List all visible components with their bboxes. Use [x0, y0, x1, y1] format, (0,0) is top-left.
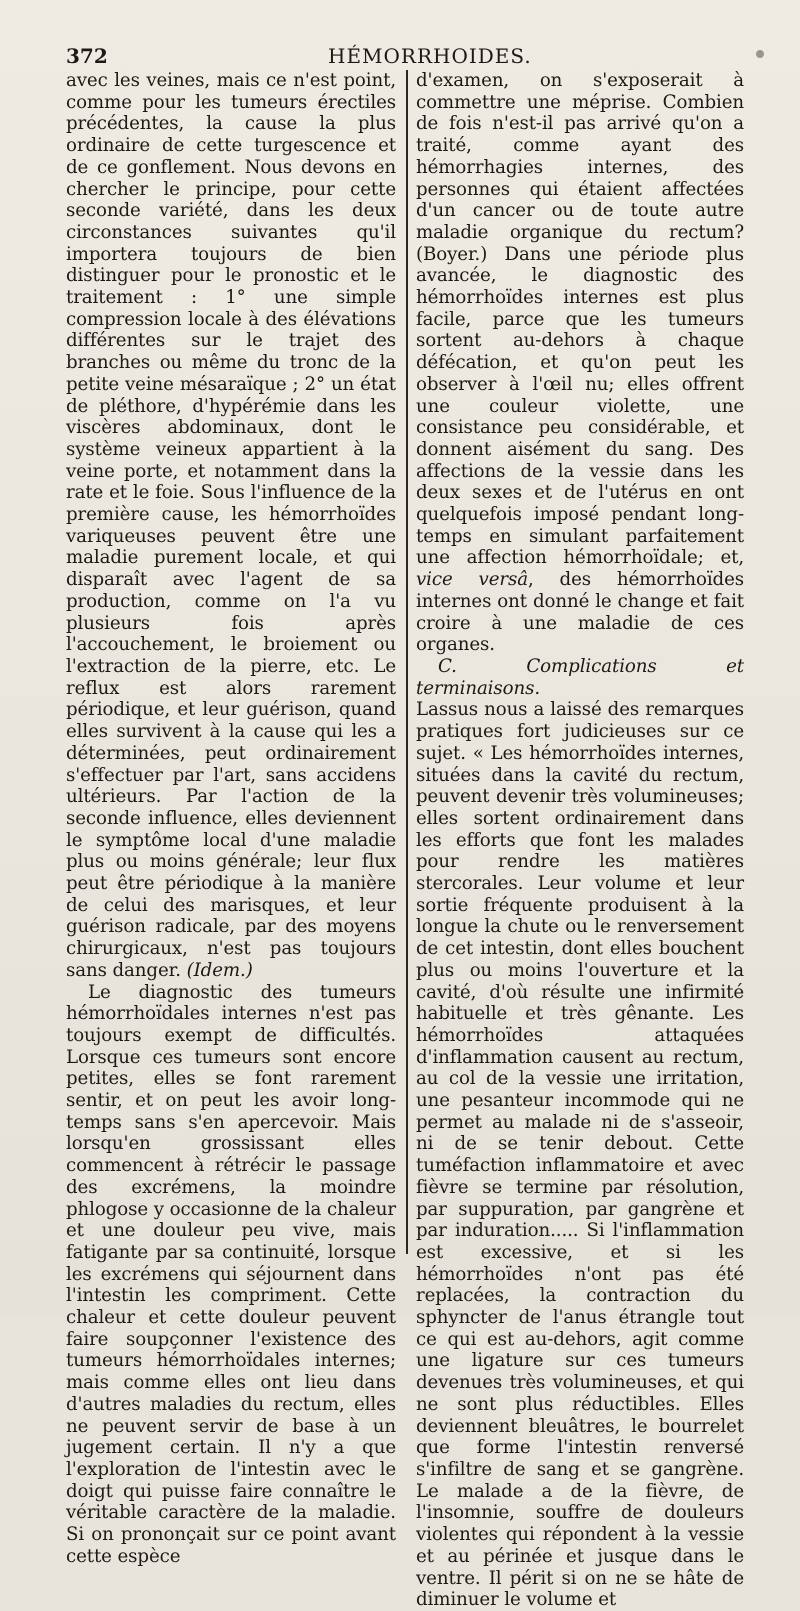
citation-idem: (Idem.) [186, 959, 253, 981]
paper-speck [756, 50, 764, 58]
paragraph-1 [66, 70, 396, 982]
page-header [66, 40, 766, 70]
column-divider [406, 70, 408, 1254]
paragraph-continuation-b: , des hémorrhoïdes internes ont donné le change et fait croire à une maladie de ces organes. [416, 569, 744, 656]
paragraph-continuation-a: d'examen, on s'exposerait à commettre une méprise. Combien de fois n'est-il pas arrivé qu'on a traité, comme ayant des hémorrhagies internes, des personnes qui étaient affectées d'un cancer ou de toute autre maladie organique du rectum? (Boyer.) Dans une période plus avancée, le diagnostic des hémorrhoïdes internes est plus facile, parce que les tumeurs sortent au-dehors à chaque défécation, et qu'on peut les observer à l'œil nu; elles offrent une couleur violette, une consistance peu considérable, et donnent aisément du sang. Des affections de la vessie dans les deux sexes et de l'utérus en ont quelquefois imposé pendant long-temps en simulant parfaitement une affection hémorrhoïdale; et, [416, 70, 744, 569]
paragraph-lassus: Lassus nous a laissé des remarques pratiques fort judicieuses sur ce sujet. « Les hémorrhoïdes internes, situées dans la cavité du rectum, peuvent devenir très volumineuses; elles sortent ordinairement dans les efforts que font les malades pour rendre les matières stercorales. Leur volume et leur sortie fréquente produisent à la longue la chute ou le renversement de cet intestin, dont elles bouchent plus ou moins l'ouverture et la cavité, d'où résulte une infirmité habituelle et très gênante. Les hémorrhoïdes attaquées d'inflammation causent au rectum, au col de la vessie une irritation, une pesanteur incommode qui ne permet au malade ni de s'asseoir, ni de se tenir debout. Cette tuméfaction inflammatoire et avec fièvre se termine par résolution, par suppuration, par gangrène et par induration..... Si l'inflammation est excessive, et si les hémorrhoïdes n'ont pas été replacées, la contraction du sphyncter de l'anus étrangle tout ce qui est au-dehors, agit comme une ligature sur ces tumeurs devenues très volumineuses, et qui ne sont plus réductibles. Elles deviennent bleuâtres, le bourrelet que forme l'intestin renversé s'infiltre de sang et se gangrène. Le malade a de la fièvre, de l'insomnie, souffre de douleurs violentes qui répondent à la vessie et au périnée et jusque dans le ventre. Il périt si on ne se hâte de diminuer le volume et [416, 699, 744, 1611]
page-number: 372 [66, 44, 108, 68]
section-heading-text: C. Complications et terminaisons. [416, 655, 744, 699]
paragraph-continuation [416, 70, 744, 656]
vice-versa: vice versâ [416, 569, 528, 591]
left-column [66, 70, 396, 1568]
running-title: HÉMORRHOIDES. [328, 44, 532, 68]
paragraph-diagnostic: Le diagnostic des tumeurs hémorrhoïdales internes n'est pas toujours exempt de difficultés. Lorsque ces tumeurs sont encore petites, elles se font rarement sentir, et on peut les avoir long-temps sans s'en apercevoir. Mais lorsqu'en grossissant elles commencent à rétrécir le passage des excrémens, la moindre phlogose y occasionne de la chaleur et une douleur peu vive, mais fatigante par sa continuité, lorsque les excrémens qui séjournent dans l'intestin les compriment. Cette chaleur et cette douleur peuvent faire soupçonner l'existence des tumeurs hémorrhoïdales internes; mais comme elles ont lieu dans d'autres maladies du rectum, elles ne peuvent servir de base à un jugement certain. Il n'y a que l'exploration de l'intestin avec le doigt qui puisse faire connaître le véritable caractère de la maladie. Si on prononçait sur ce point avant cette espèce [66, 981, 396, 1567]
paragraph-1-text: avec les veines, mais ce n'est point, comme pour les tumeurs érectiles précédentes, la cause la plus ordinaire de cette turgescence et de ce gonflement. Nous devons en chercher le principe, pour cette seconde variété, dans les deux circonstances suivantes qu'il importera toujours de bien distinguer pour le pronostic et le traitement : 1° une simple compression locale à des élévations différentes sur le trajet des branches ou même du tronc de la petite veine mésaraïque ; 2° un état de pléthore, d'hypérémie dans les viscères abdominaux, dont le système veineux appartient à la veine porte, et notamment dans la rate et le foie. Sous l'influence de la première cause, les hémorrhoïdes variqueuses peuvent être une maladie purement locale, et qui disparaît avec l'agent de sa production, comme on l'a vu plusieurs fois après l'accouchement, le broiement ou l'extraction de la pierre, etc. Le reflux est alors rarement périodique, et leur guérison, quand elles survivent à la cause qui les a déterminées, peut ordinairement s'effectuer par l'art, sans accidens ultérieurs. Par l'action de la seconde influence, elles deviennent le symptôme local d'une maladie plus ou moins générale; leur flux peut être périodique à la manière de celui des marisques, et leur guérison radicale, par des moyens chirurgicaux, n'est pas toujours sans danger. [66, 70, 396, 981]
right-column [416, 70, 744, 1611]
section-heading [416, 656, 744, 699]
